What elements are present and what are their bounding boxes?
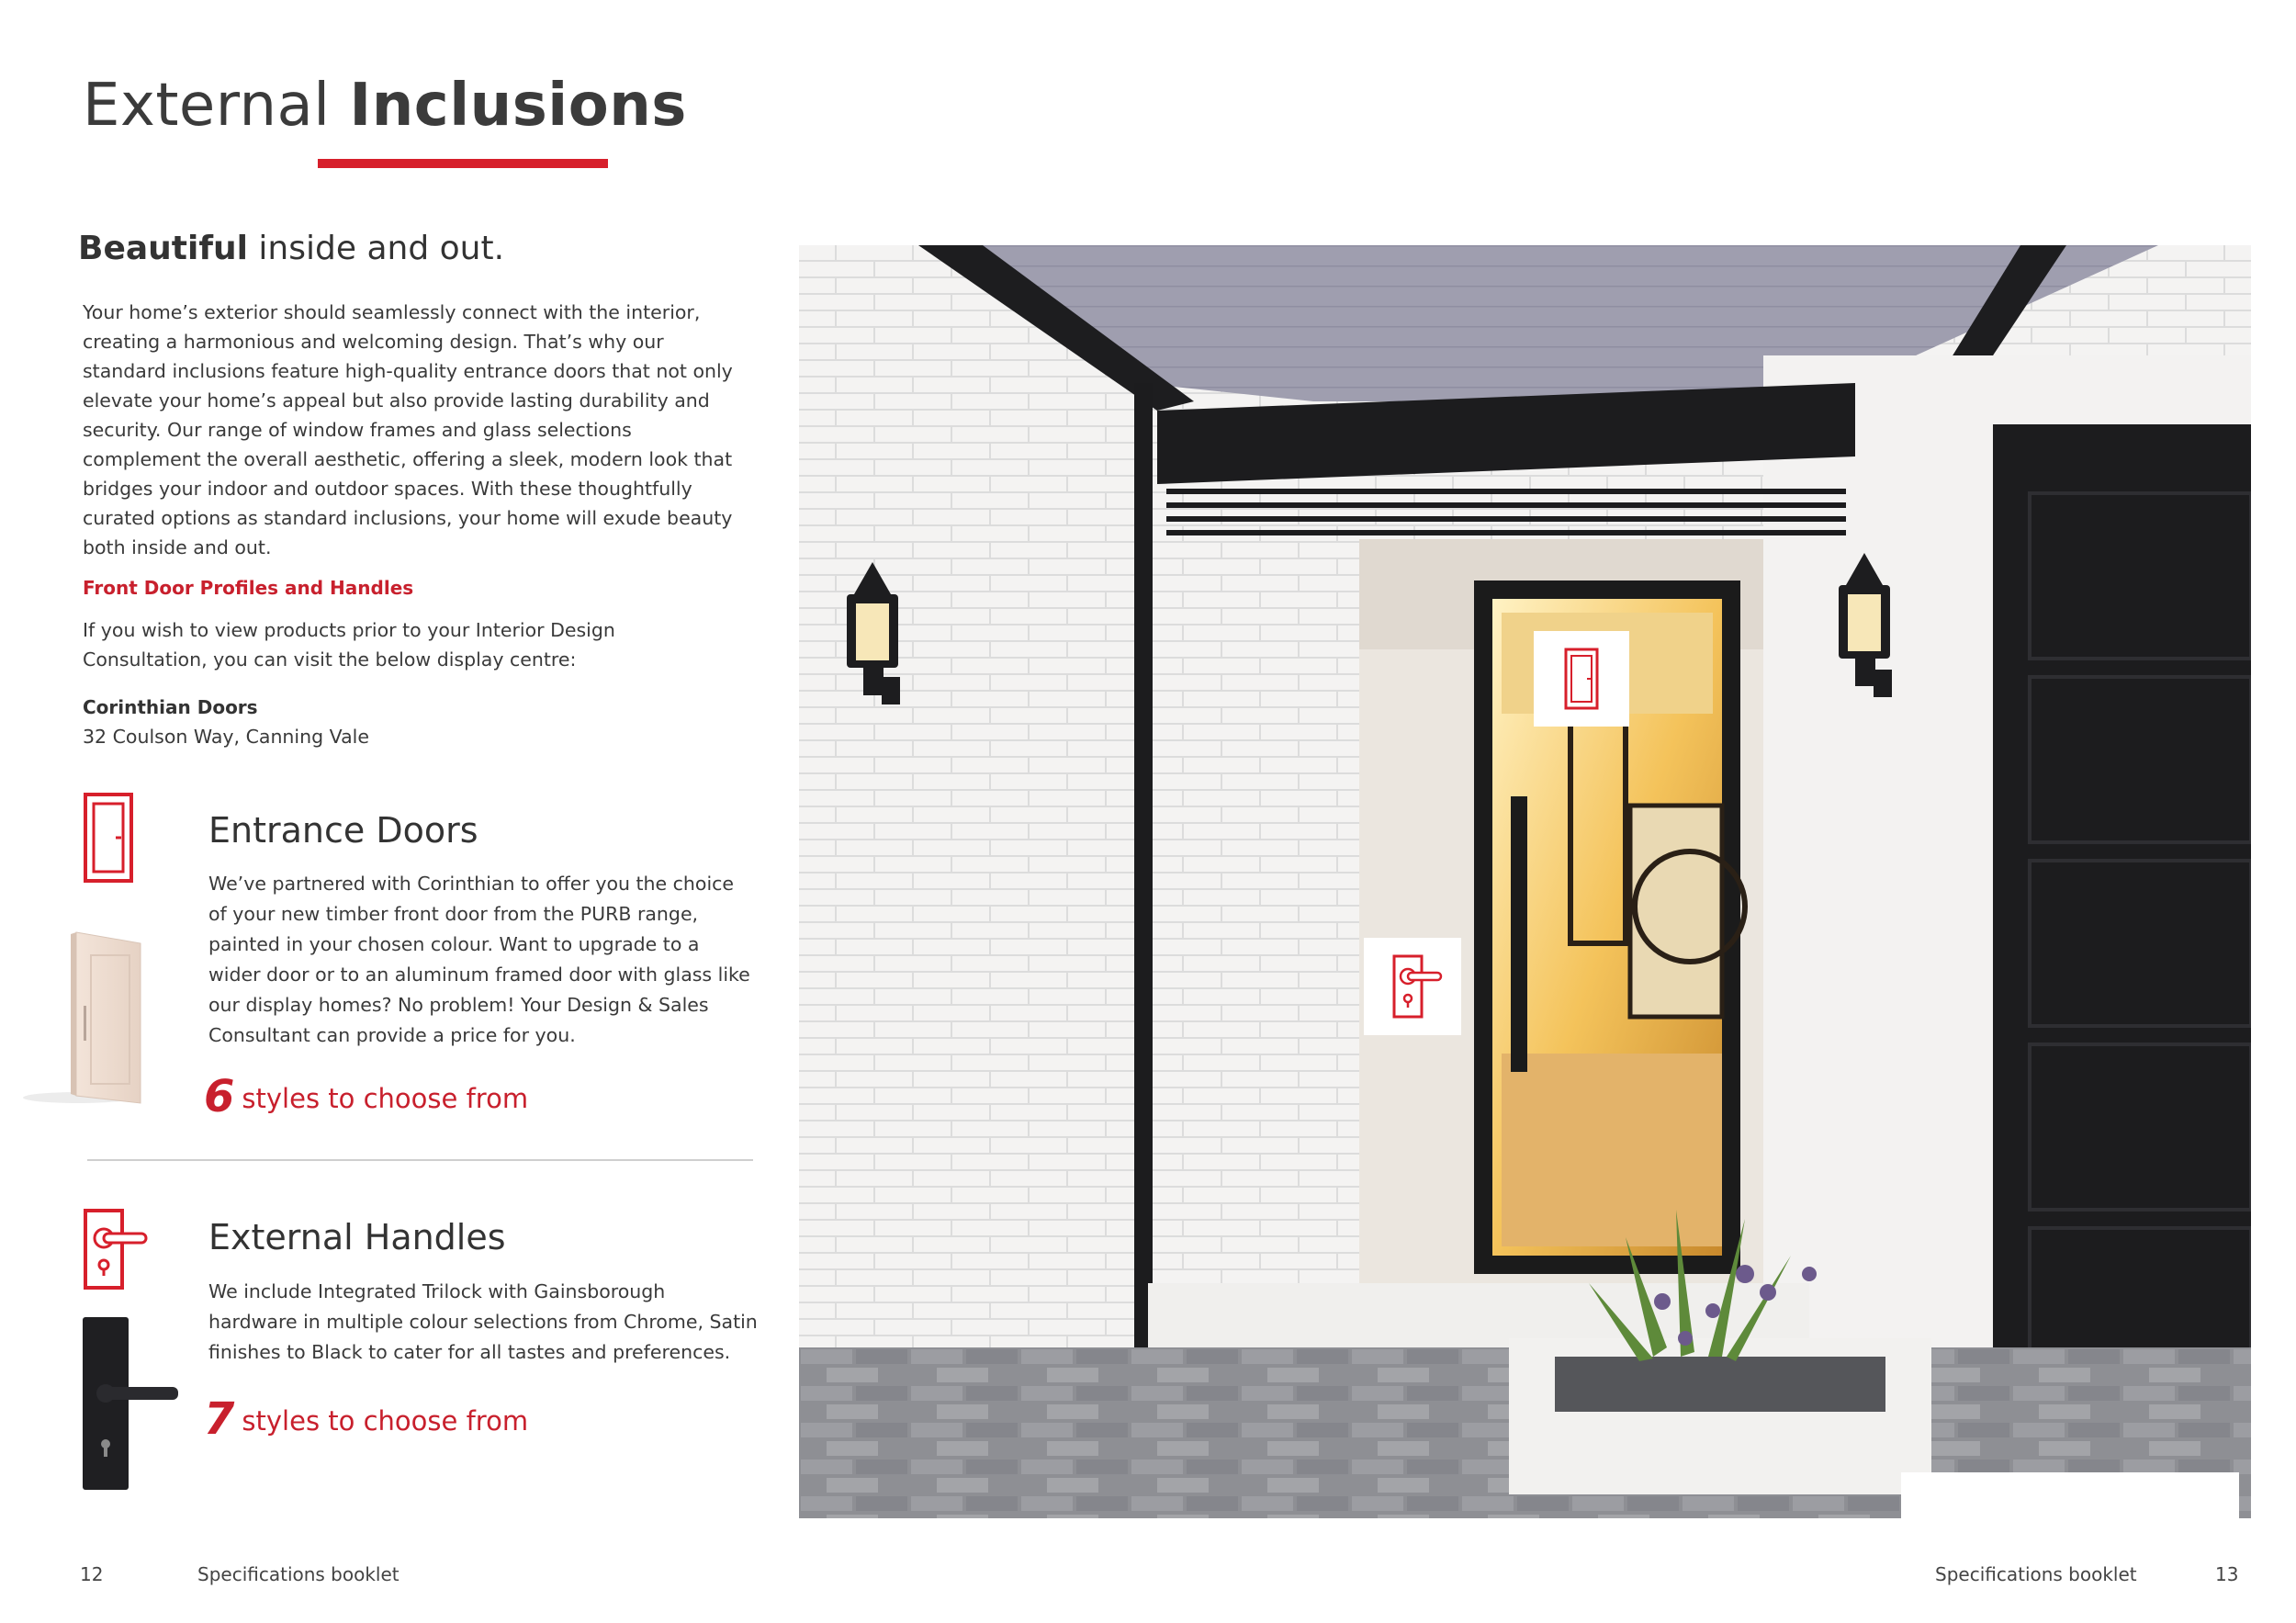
front-door-paragraph: If you wish to view products prior to your Interior Design Consultation, you can visit the below display centre: bbox=[83, 619, 615, 671]
page-title bbox=[83, 72, 687, 140]
handle-product-image bbox=[81, 1315, 182, 1492]
page-number-right: 13 bbox=[2215, 1563, 2239, 1585]
external-handles-styles-text: styles to choose from bbox=[242, 1405, 529, 1437]
intro-paragraph: Your home’s exterior should seamlessly connect with the interior, creating a harmonious and welcoming design. That’s why our standard inclusions feature high-quality entrance doors that not only elevate your home’s appeal but also provide lasting durability and security. Our range of window frames and glass selections complement the overall aesthetic, offering a sleek, modern look that bridges your indoor and outdoor spaces. With these thoughtfully curated options as standard inclusions, your home will exude beauty both inside and out. bbox=[83, 301, 733, 558]
footer-label-right: Specifications booklet bbox=[1935, 1563, 2137, 1585]
title-underline bbox=[318, 159, 608, 168]
entrance-doors-styles-text: styles to choose from bbox=[242, 1083, 529, 1114]
title-bold: Inclusions bbox=[349, 72, 687, 140]
entrance-doors-title: Entrance Doors bbox=[208, 810, 478, 851]
subtitle-rest: inside and out. bbox=[258, 230, 505, 267]
company-name: Corinthian Doors bbox=[83, 696, 258, 718]
section-divider bbox=[87, 1159, 753, 1161]
page-number-left: 12 bbox=[80, 1563, 104, 1585]
house-entrance-photo bbox=[799, 245, 2251, 1518]
door-product-image bbox=[23, 923, 152, 1107]
title-light: External bbox=[83, 72, 331, 140]
door-icon bbox=[83, 792, 134, 884]
entrance-doors-styles-count: 6 bbox=[204, 1071, 235, 1122]
photo-corner-box bbox=[1901, 1472, 2239, 1518]
external-handles-styles bbox=[204, 1393, 528, 1445]
subtitle bbox=[78, 230, 504, 267]
company-address: 32 Coulson Way, Canning Vale bbox=[83, 726, 369, 748]
handle-icon bbox=[83, 1208, 149, 1291]
external-handles-styles-count: 7 bbox=[204, 1393, 235, 1445]
footer-label-left: Specifications booklet bbox=[197, 1563, 400, 1585]
handle-overlay-icon bbox=[1364, 938, 1461, 1035]
entrance-doors-body: We’ve partnered with Corinthian to offer you the choice of your new timber front door from the PURB range, painted in your chosen colour. Want to upgrade to a wider door or to an aluminum framed door with glass like our display homes? No problem! Your Design & Sales Consultant can provide a price for you. bbox=[208, 873, 750, 1046]
external-handles-body: We include Integrated Trilock with Gainsborough hardware in multiple colour selections from Chrome, Satin finishes to Black to cater for all tastes and preferences. bbox=[208, 1280, 758, 1363]
door-overlay-icon bbox=[1534, 631, 1629, 727]
front-door-heading: Front Door Profiles and Handles bbox=[83, 577, 414, 599]
entrance-doors-styles bbox=[204, 1071, 528, 1122]
external-handles-title: External Handles bbox=[208, 1217, 506, 1257]
subtitle-bold: Beautiful bbox=[78, 230, 248, 267]
